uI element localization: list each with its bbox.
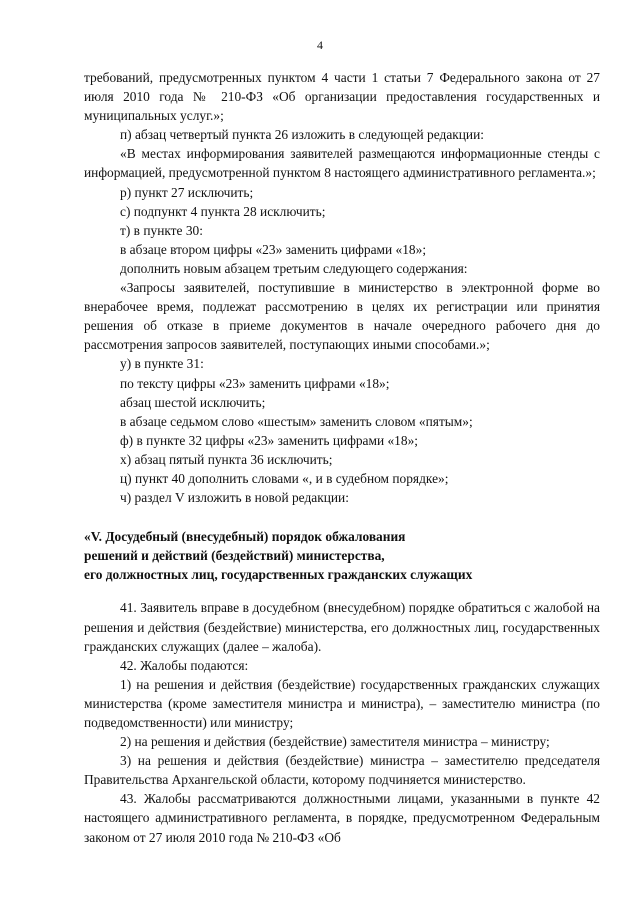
section-heading xyxy=(84,527,600,584)
heading-line: «V. Досудебный (внесудебный) порядок обжалования xyxy=(84,529,406,545)
paragraph: «В местах информирования заявителей размещаются информационные стенды с информацией, предусмотренной пунктом 8 настоящего административного регламента.»; xyxy=(84,146,600,181)
paragraph: абзац шестой исключить; xyxy=(120,394,266,410)
paragraph: «Запросы заявителей, поступившие в министерство в электронной форме во внерабочее время, подлежат рассмотрению в целях их регистрации или принятия решения об отказе в приеме документов в начале очередного рабочего дня до рассмотрения запросов заявителей, поступающих иными способами.»; xyxy=(84,280,600,353)
paragraph: 2) на решения и действия (бездействие) заместителя министра – министру; xyxy=(120,734,550,750)
paragraph: ц) пункт 40 дополнить словами «, и в судебном порядке»; xyxy=(120,470,449,486)
paragraph: с) подпункт 4 пункта 28 исключить; xyxy=(120,203,326,219)
paragraph: по тексту цифры «23» заменить цифрами «18»; xyxy=(120,375,390,391)
paragraph: 43. Жалобы рассматриваются должностными лицами, указанными в пункте 42 настоящего административного регламента, в порядке, предусмотренном Федеральным законом от 27 июля 2010 года № 210-ФЗ «Об xyxy=(84,791,600,845)
document-body xyxy=(84,68,600,847)
paragraph: 41. Заявитель вправе в досудебном (внесудебном) порядке обратиться с жалобой на решения и действия (бездействие) министерства, его должностных лиц, государственных гражданских служащих (далее – жалоба). xyxy=(84,600,600,654)
paragraph: п) абзац четвертый пункта 26 изложить в следующей редакции: xyxy=(120,127,484,143)
paragraph: х) абзац пятый пункта 36 исключить; xyxy=(120,451,333,467)
paragraph: дополнить новым абзацем третьим следующего содержания: xyxy=(120,260,468,276)
paragraph: в абзаце седьмом слово «шестым» заменить словом «пятым»; xyxy=(120,413,473,429)
paragraph: у) в пункте 31: xyxy=(120,356,204,372)
paragraph: 42. Жалобы подаются: xyxy=(120,657,249,673)
page-number: 4 xyxy=(317,38,323,52)
section-v-text xyxy=(84,598,600,846)
paragraph: требований, предусмотренных пунктом 4 части 1 статьи 7 Федерального закона от 27 июля 2010 года № 210-ФЗ «Об организации предоставления государственных и муниципальных услуг.»; xyxy=(84,70,600,124)
amendments-list xyxy=(84,68,600,507)
paragraph: 1) на решения и действия (бездействие) государственных гражданских служащих министерства (кроме заместителя министра и министра), – заместителю министра (по подведомственности) или министру; xyxy=(84,676,600,730)
paragraph: ч) раздел V изложить в новой редакции: xyxy=(120,490,349,506)
paragraph: 3) на решения и действия (бездействие) министра – заместителю председателя Правительства Архангельской области, которому подчиняется министерство. xyxy=(84,753,600,788)
paragraph: в абзаце втором цифры «23» заменить цифрами «18»; xyxy=(120,241,427,257)
heading-line: решений и действий (бездействий) министерства, xyxy=(84,548,385,564)
paragraph: ф) в пункте 32 цифры «23» заменить цифрами «18»; xyxy=(120,432,418,448)
paragraph: р) пункт 27 исключить; xyxy=(120,184,254,200)
heading-line: его должностных лиц, государственных гражданских служащих xyxy=(84,567,473,583)
paragraph: т) в пункте 30: xyxy=(120,222,203,238)
